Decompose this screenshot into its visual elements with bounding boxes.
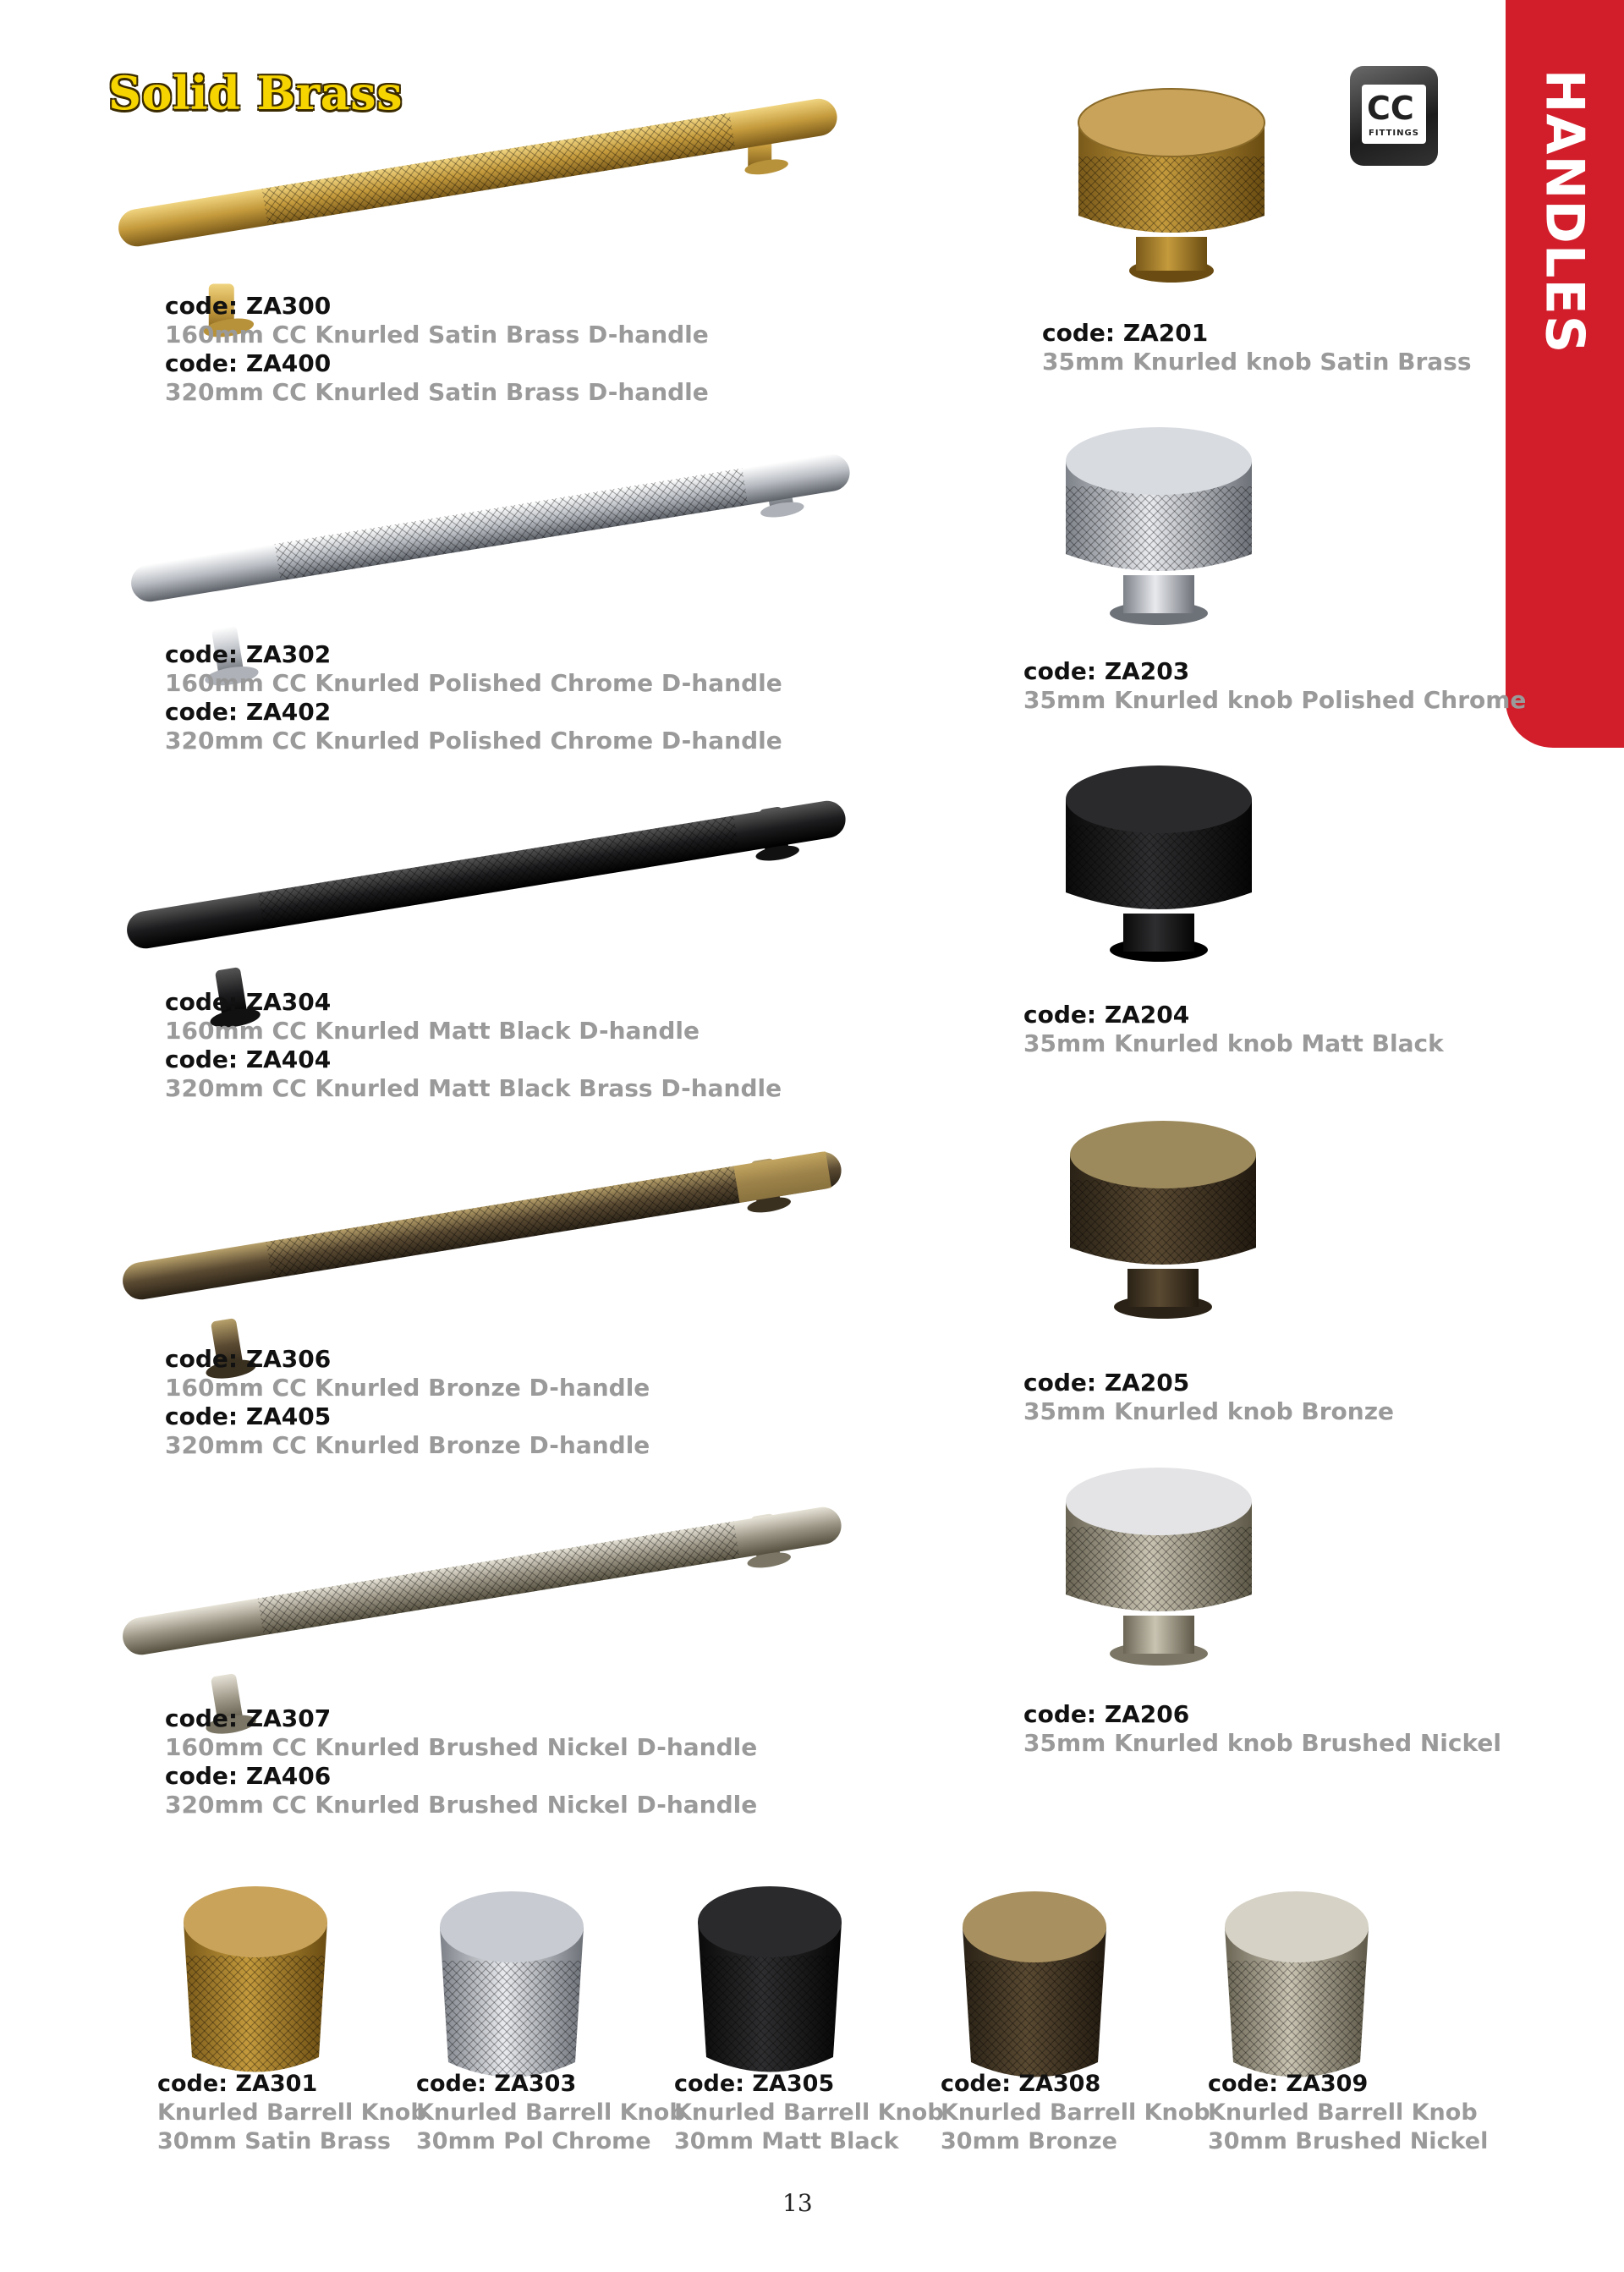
product-description: 160mm CC Knurled Polished Chrome D-handle (165, 669, 782, 697)
product-code: code: ZA304 (165, 988, 332, 1016)
product-code: code: ZA300 (165, 292, 332, 320)
product-description: Knurled Barrell Knob (941, 2099, 1210, 2126)
product-image-za206 (1057, 1451, 1260, 1671)
product-finish: 30mm Pol Chrome (416, 2128, 651, 2154)
product-code: code: ZA309 (1208, 2071, 1369, 2097)
product-description: 320mm CC Knurled Satin Brass D-handle (165, 378, 709, 406)
product-description: 160mm CC Knurled Satin Brass D-handle (165, 321, 709, 348)
product-image-za205 (1062, 1104, 1265, 1324)
product-description: Knurled Barrell Knob (416, 2099, 686, 2126)
product-image-za309 (1221, 1885, 1373, 2092)
product-description: Knurled Barrell Knob (674, 2099, 944, 2126)
handle-caption-2 (165, 640, 782, 755)
product-image-za201 (1070, 72, 1273, 292)
product-image-za304 (123, 761, 850, 990)
knob-caption-5 (1023, 1700, 1501, 1758)
product-image-za302 (127, 414, 854, 643)
product-code: code: ZA302 (165, 640, 332, 668)
product-code: code: ZA306 (165, 1345, 332, 1373)
product-image-za300 (114, 59, 842, 288)
knob-caption-1 (1042, 319, 1472, 376)
product-finish: 30mm Bronze (941, 2128, 1117, 2154)
product-finish: 30mm Satin Brass (157, 2128, 391, 2154)
section-tab-label: HANDLES (1533, 69, 1596, 354)
page-number: 13 (782, 2189, 813, 2217)
handle-caption-5 (165, 1704, 757, 1819)
product-description: 35mm Knurled knob Brushed Nickel (1023, 1729, 1501, 1757)
product-code: code: ZA307 (165, 1704, 332, 1732)
product-image-za305 (694, 1880, 846, 2087)
product-code: code: ZA402 (165, 698, 332, 726)
product-description: 320mm CC Knurled Polished Chrome D-handle (165, 727, 782, 755)
product-description: 35mm Knurled knob Satin Brass (1042, 348, 1472, 376)
barrel-caption-4 (941, 2070, 1210, 2156)
logo-text: CC (1367, 90, 1414, 127)
section-tab (1506, 0, 1624, 748)
page-title: Solid Brass (108, 66, 403, 120)
knob-caption-3 (1023, 1001, 1444, 1058)
barrel-caption-2 (416, 2070, 686, 2156)
barrel-caption-3 (674, 2070, 944, 2156)
product-code: code: ZA400 (165, 349, 332, 377)
barrel-caption-5 (1208, 2070, 1488, 2156)
product-finish: 30mm Brushed Nickel (1208, 2128, 1489, 2154)
handle-caption-4 (165, 1345, 650, 1460)
handle-caption-3 (165, 988, 782, 1103)
product-code: code: ZA206 (1023, 1700, 1190, 1728)
product-description: 35mm Knurled knob Matt Black (1023, 1029, 1444, 1057)
product-description: 160mm CC Knurled Matt Black D-handle (165, 1017, 700, 1045)
product-description: Knurled Barrell Knob (157, 2099, 427, 2126)
product-image-za308 (958, 1885, 1111, 2092)
product-code: code: ZA301 (157, 2071, 318, 2097)
knob-caption-2 (1023, 657, 1526, 715)
knob-caption-4 (1023, 1369, 1394, 1426)
product-code: code: ZA405 (165, 1402, 332, 1430)
product-code: code: ZA406 (165, 1762, 332, 1790)
logo-subtext: FITTINGS (1369, 129, 1419, 138)
product-description: 320mm CC Knurled Matt Black Brass D-handle (165, 1074, 782, 1102)
product-finish: 30mm Matt Black (674, 2128, 899, 2154)
product-image-za204 (1057, 749, 1260, 969)
barrel-caption-1 (157, 2070, 427, 2156)
product-description: 35mm Knurled knob Polished Chrome (1023, 686, 1527, 714)
product-image-za307 (118, 1468, 846, 1696)
product-image-za303 (436, 1885, 588, 2092)
product-code: code: ZA404 (165, 1045, 332, 1073)
product-image-za301 (179, 1880, 332, 2087)
product-code: code: ZA205 (1023, 1369, 1190, 1397)
product-description: 160mm CC Knurled Brushed Nickel D-handle (165, 1733, 758, 1761)
product-code: code: ZA308 (941, 2071, 1101, 2097)
product-description: 320mm CC Knurled Brushed Nickel D-handle (165, 1791, 758, 1819)
product-image-za203 (1057, 410, 1260, 630)
product-code: code: ZA303 (416, 2071, 577, 2097)
product-description: Knurled Barrell Knob (1208, 2099, 1478, 2126)
product-code: code: ZA305 (674, 2071, 835, 2097)
product-description: 35mm Knurled knob Bronze (1023, 1397, 1395, 1425)
product-code: code: ZA204 (1023, 1001, 1190, 1029)
product-description: 320mm CC Knurled Bronze D-handle (165, 1431, 650, 1459)
brand-logo (1350, 66, 1438, 166)
product-description: 160mm CC Knurled Bronze D-handle (165, 1374, 650, 1402)
product-code: code: ZA201 (1042, 319, 1209, 347)
product-image-za306 (118, 1112, 846, 1341)
product-code: code: ZA203 (1023, 657, 1190, 685)
handle-caption-1 (165, 292, 709, 407)
